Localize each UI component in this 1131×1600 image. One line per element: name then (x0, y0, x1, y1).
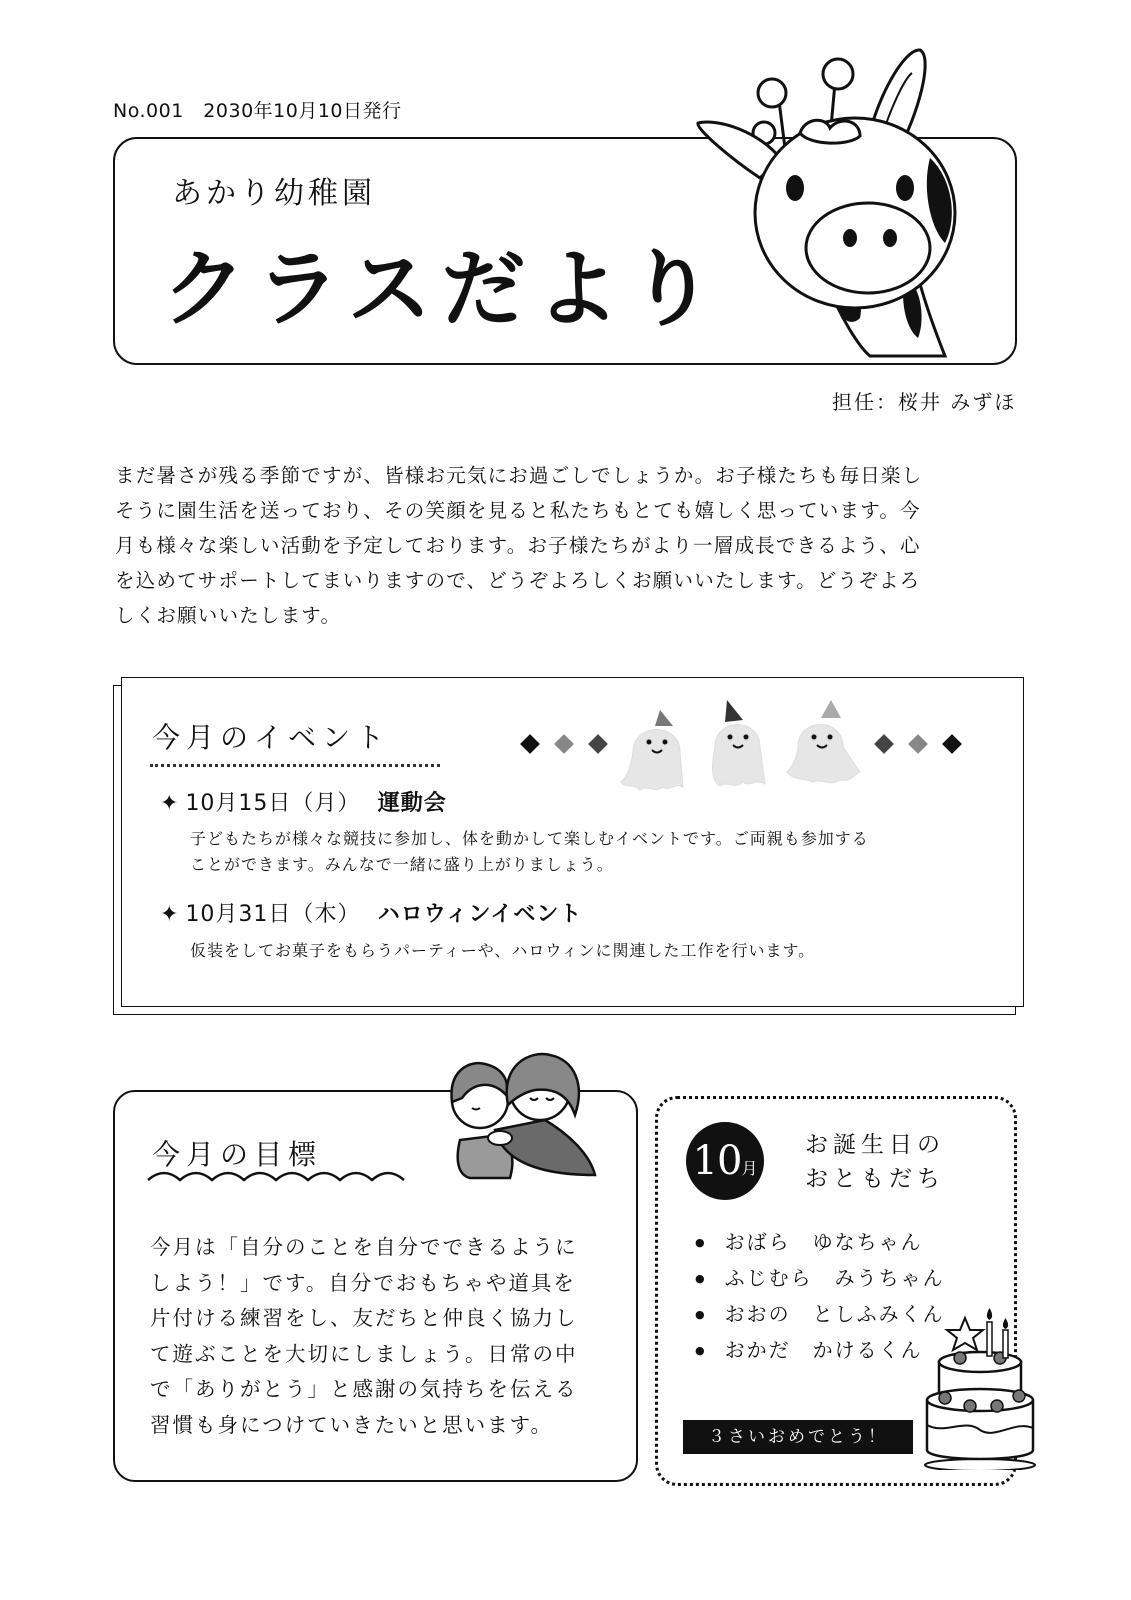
birthday-banner: ３さいおめでとう！ (683, 1420, 913, 1454)
event-description (190, 938, 815, 964)
goal-line: 習慣も身につけていきたいと思います。 (150, 1412, 553, 1437)
ghost-icon (787, 700, 860, 783)
ghost-icon (621, 710, 683, 790)
intro-line: しくお願いいたします。 (115, 604, 342, 627)
intro-line: を込めてサポートしてまいりますので、どうぞよろしくお願いいたします。どうぞよろ (115, 569, 921, 592)
intro-line: まだ暑さが残る季節ですが、皆様お元気にお過ごしでしょうか。お子様たちも毎日楽し (115, 464, 923, 487)
event-heading (160, 897, 582, 928)
star-icon: ✦ (160, 902, 180, 927)
diamond-row-right (874, 734, 962, 754)
birthday-month-suffix: 月 (741, 1159, 758, 1178)
events-title-underline (150, 764, 440, 767)
birthday-title (805, 1128, 945, 1196)
birthday-month-number: 10 (692, 1138, 742, 1184)
teacher-name: 担任：桜井 みずほ (832, 390, 1017, 414)
event-description (190, 826, 869, 878)
school-name: あかり幼稚園 (172, 176, 376, 211)
event-date: 10月31日（木） (185, 902, 361, 927)
event-date: 10月15日（月） (185, 791, 361, 816)
goal-title: 今月の目標 (152, 1138, 323, 1171)
giraffe-illustration (690, 38, 980, 368)
event-item (160, 786, 447, 817)
ghost-icon (713, 700, 765, 786)
star-icon: ✦ (160, 791, 180, 816)
hugging-children-illustration (440, 1050, 600, 1190)
event-name: 運動会 (377, 791, 447, 816)
birthday-list (695, 1226, 945, 1370)
goal-line: て遊ぶことを大切にしましょう。日常の中 (150, 1341, 578, 1366)
wavy-underline (146, 1164, 408, 1184)
birthday-cake-illustration (915, 1300, 1045, 1470)
birthday-month-badge (686, 1122, 764, 1200)
issue-info: No.001 2030年10月10日発行 (113, 100, 402, 122)
event-heading (160, 786, 447, 817)
goal-line: 今月は「自分のことを自分でできるように (150, 1235, 578, 1259)
events-title: 今月のイベント (152, 721, 391, 754)
birthday-title-line: おともだち (805, 1166, 945, 1192)
intro-text (115, 458, 1015, 633)
birthday-title-line: お誕生日の (805, 1132, 945, 1158)
list-item: ● おばら ゆなちゃん (695, 1226, 945, 1262)
intro-line: そうに園生活を送っており、その笑顔を見ると私たちもとても嬉しく思っています。今 (115, 499, 921, 522)
event-desc-line: ことができます。みんなで一緒に盛り上がりましょう。 (190, 855, 614, 874)
goal-line: 片付ける練習をし、友だちと仲良く協力し (150, 1306, 578, 1330)
page-title: クラスだより (162, 240, 724, 338)
event-desc-line: 子どもたちが様々な競技に参加し、体を動かして楽しむイベントです。ご両親も参加する (190, 829, 869, 848)
list-item: ● ふじむら みうちゃん (695, 1262, 945, 1298)
halloween-ghosts-illustration (515, 692, 975, 802)
intro-line: 月も様々な楽しい活動を予定しております。お子様たちがより一層成長できるよう、心 (115, 534, 921, 557)
goal-text (150, 1230, 610, 1443)
list-item: ● おおの としふみくん (695, 1298, 945, 1334)
goal-line: で「ありがとう」と感謝の気持ちを伝える (150, 1377, 578, 1401)
event-name: ハロウィンイベント (377, 902, 583, 927)
goal-line: しよう！」です。自分でおもちゃや道具を (150, 1270, 576, 1295)
diamond-row-left (520, 734, 608, 754)
event-item (160, 897, 582, 928)
event-desc-line: 仮装をしてお菓子をもらうパーティーや、ハロウィンに関連した工作を行います。 (190, 941, 816, 960)
list-item: ● おかだ かけるくん (695, 1334, 945, 1370)
